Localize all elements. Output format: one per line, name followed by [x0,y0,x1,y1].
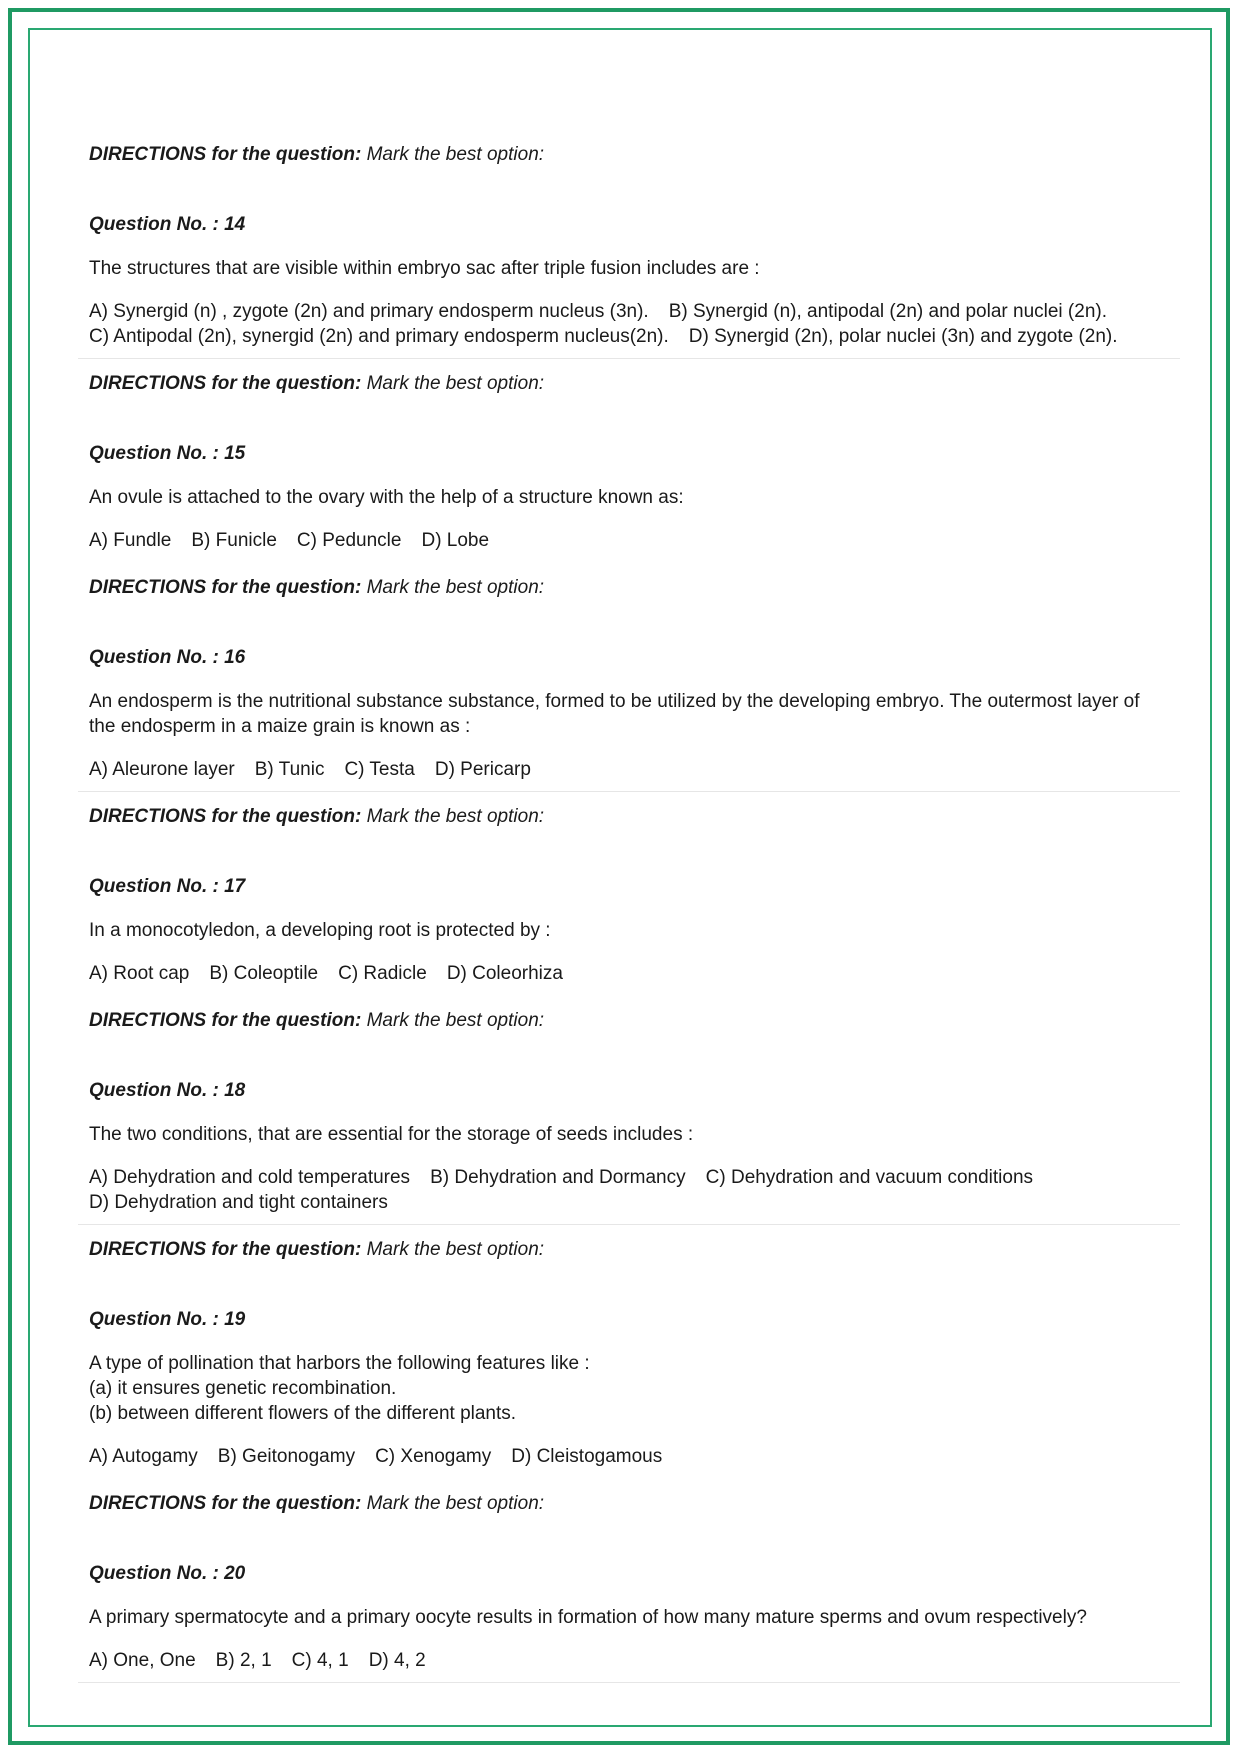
directions: DIRECTIONS for the question: Mark the best option: [89,373,545,394]
directions: DIRECTIONS for the question: Mark the best option: [89,806,545,827]
option-c[interactable]: C) Radicle [338,963,427,984]
option-a[interactable]: A) Root cap [89,963,190,984]
option-a[interactable]: A) Dehydration and cold temperatures [89,1167,411,1188]
option-d[interactable]: D) 4, 2 [368,1650,426,1671]
question-number: Question No. : 17 [89,876,246,897]
option-a[interactable]: A) Synergid (n) , zygote (2n) and primary endosperm nucleus (3n). [89,301,649,322]
option-b[interactable]: B) Synergid (n), antipodal (2n) and polar nuclei (2n). [668,301,1107,322]
question-text-line: (a) it ensures genetic recombination. [89,1378,397,1399]
question-text: A primary spermatocyte and a primary oocyte results in formation of how many mature sperms and ovum respectively? [89,1607,1087,1628]
question-text: In a monocotyledon, a developing root is protected by : [89,920,551,941]
question-number: Question No. : 19 [89,1309,246,1330]
option-c[interactable]: C) Antipodal (2n), synergid (2n) and primary endosperm nucleus(2n). [89,326,669,347]
question-text: An endosperm is the nutritional substance substance, formed to be utilized by the developing embryo. The outermost layer of the endosperm in a maize grain is known as : [89,691,1140,737]
directions: DIRECTIONS for the question: Mark the best option: [89,1493,545,1514]
divider [78,358,1180,359]
option-c[interactable]: C) 4, 1 [291,1650,349,1671]
divider [78,1682,1180,1683]
options [89,961,1149,986]
options [89,1165,1149,1215]
option-c[interactable]: C) Peduncle [296,530,402,551]
option-d[interactable]: D) Synergid (2n), polar nuclei (3n) and zygote (2n). [688,326,1118,347]
option-b[interactable]: B) Geitonogamy [217,1446,356,1467]
question-text: The structures that are visible within embryo sac after triple fusion includes are : [89,258,760,279]
options [89,299,1149,349]
question-text: An ovule is attached to the ovary with the help of a structure known as: [89,487,684,508]
question-number: Question No. : 14 [89,214,246,235]
option-c[interactable]: C) Xenogamy [375,1446,492,1467]
question-number: Question No. : 15 [89,443,246,464]
option-b[interactable]: B) Dehydration and Dormancy [430,1167,686,1188]
directions: DIRECTIONS for the question: Mark the best option: [89,1239,545,1260]
divider [78,791,1180,792]
question-number: Question No. : 16 [89,647,246,668]
option-b[interactable]: B) Coleoptile [209,963,319,984]
option-a[interactable]: A) Fundle [89,530,172,551]
option-c[interactable]: C) Testa [344,759,415,780]
option-b[interactable]: B) 2, 1 [215,1650,272,1671]
option-d[interactable]: D) Lobe [421,530,490,551]
question-text-line: (b) between different flowers of the different plants. [89,1403,517,1424]
option-b[interactable]: B) Tunic [254,759,325,780]
option-d[interactable]: D) Dehydration and tight containers [89,1192,388,1213]
option-d[interactable]: D) Coleorhiza [446,963,563,984]
options [89,757,1149,782]
options [89,1444,1149,1469]
option-b[interactable]: B) Funicle [191,530,277,551]
question-number: Question No. : 18 [89,1080,246,1101]
directions: DIRECTIONS for the question: Mark the best option: [89,144,545,165]
option-c[interactable]: C) Dehydration and vacuum conditions [705,1167,1034,1188]
directions: DIRECTIONS for the question: Mark the best option: [89,577,545,598]
options [89,1648,1149,1673]
option-d[interactable]: D) Cleistogamous [511,1446,663,1467]
option-a[interactable]: A) One, One [89,1650,196,1671]
directions: DIRECTIONS for the question: Mark the best option: [89,1010,545,1031]
options [89,528,1149,553]
option-a[interactable]: A) Aleurone layer [89,759,235,780]
option-d[interactable]: D) Pericarp [434,759,531,780]
question-text: The two conditions, that are essential for the storage of seeds includes : [89,1124,694,1145]
option-a[interactable]: A) Autogamy [89,1446,198,1467]
question-text [89,1351,1149,1426]
question-number: Question No. : 20 [89,1563,246,1584]
divider [78,1224,1180,1225]
question-text-line: A type of pollination that harbors the following features like : [89,1353,590,1374]
